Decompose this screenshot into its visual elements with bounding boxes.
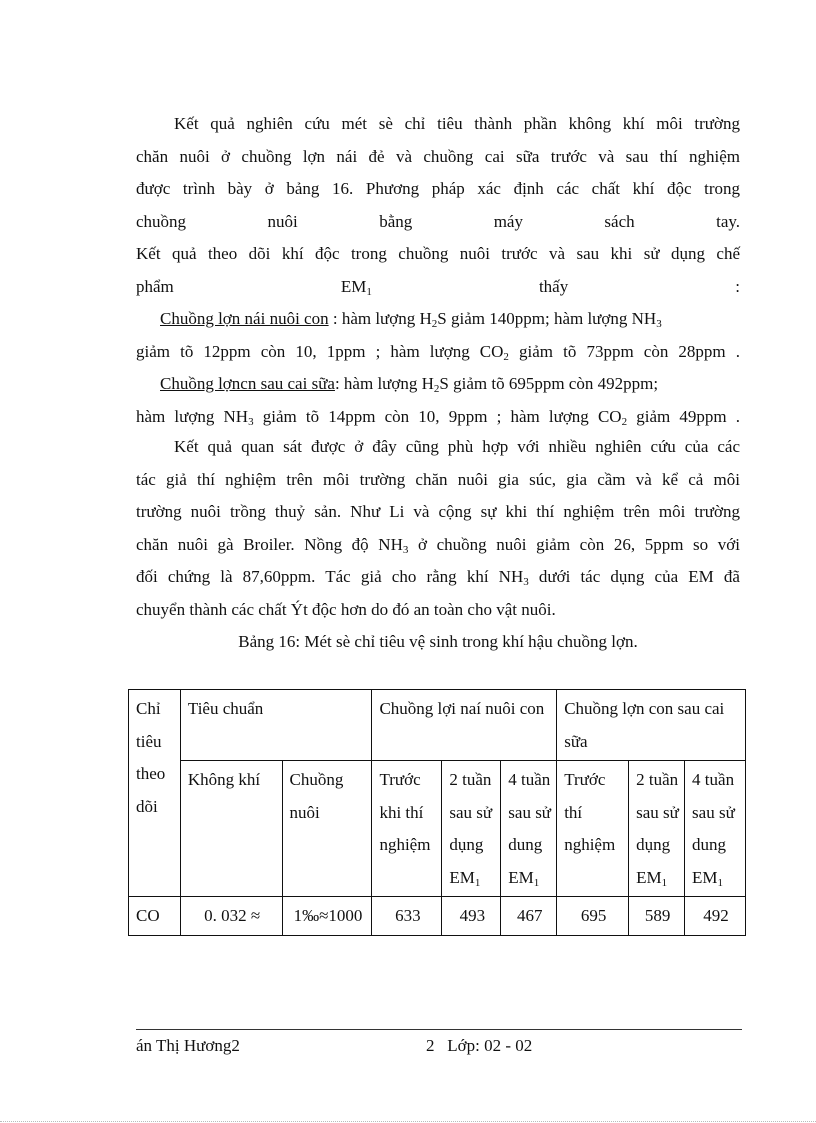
subheader-2-weeks: 2 tuần sau sử dụng $EM_1$ bbox=[629, 761, 685, 897]
cell-indicator: CO bbox=[129, 897, 181, 936]
text-line: tác giả thí nghiệm trên môi trường chăn nuôi gia súc, gia cầm và kể cả môi bbox=[136, 469, 740, 489]
text-line: giảm tõ 12ppm còn 10, 1ppm ; hàm lượng $CO_2$ giảm tõ 73ppm còn 28ppm . bbox=[136, 341, 740, 363]
text-line: chăn nuôi ở chuồng lợn nái đẻ và chuồng cai sữa trước và sau thí nghiệm bbox=[136, 146, 740, 166]
sow-barn-label: Chuồng lợn nái nuôi con bbox=[160, 309, 329, 328]
subheader-4-weeks: 4 tuần sau sử dung $EM_1$ bbox=[685, 761, 746, 897]
text-line: Chuồng lợn nái nuôi con : hàm lượng $H_2S$ giảm 140ppm; hàm lượng $NH_3$ bbox=[160, 309, 662, 330]
cell-value: 467 bbox=[501, 897, 557, 936]
paragraph-sow-barn bbox=[136, 303, 740, 368]
cell-air: 0. 032 ≈ bbox=[180, 897, 282, 936]
cell-barn: 1‰≈1000 bbox=[282, 897, 372, 936]
hygiene-table bbox=[128, 689, 746, 936]
paragraph-intro bbox=[136, 108, 740, 303]
cell-value: 695 bbox=[557, 897, 629, 936]
footer-page-number: 2 bbox=[426, 1036, 435, 1055]
subheader-before: Trước khi thí nghiệm bbox=[372, 761, 442, 897]
weaned-barn-label: Chuồng lợncn sau cai sữa bbox=[160, 374, 335, 393]
text-line: chăn nuôi gà Broiler. Nồng độ $NH_3$ ở chuồng nuôi giảm còn 26, 5ppm so với bbox=[136, 534, 740, 556]
subheader-before: Trước thí nghiệm bbox=[557, 761, 629, 897]
text-line: đối chứng là 87,60ppm. Tác giả cho rằng khí $NH_3$ dưới tác dụng của EM đã bbox=[136, 567, 740, 588]
table-caption: Bảng 16: Mét sè chỉ tiêu vệ sinh trong khí hậu chuồng lợn. bbox=[238, 632, 638, 651]
cell-value: 589 bbox=[629, 897, 685, 936]
cell-value: 493 bbox=[442, 897, 501, 936]
text-line: Kết quả theo dõi khí độc trong chuồng nuôi trước và sau khi sử dụng chế bbox=[136, 244, 740, 263]
subheader-barn: Chuồng nuôi bbox=[282, 761, 372, 897]
subheader-air: Không khí bbox=[180, 761, 282, 897]
footer-class: Lớp: 02 - 02 bbox=[447, 1036, 533, 1055]
footer-rule bbox=[136, 1029, 742, 1030]
header-indicator: Chỉ tiêu theo dõi bbox=[129, 690, 181, 897]
header-standard: Tiêu chuẩn bbox=[180, 690, 372, 761]
table-row bbox=[129, 897, 746, 936]
cell-value: 492 bbox=[685, 897, 746, 936]
header-weaned-barn: Chuồng lợn con sau cai sữa bbox=[557, 690, 746, 761]
table-subheader-row bbox=[129, 761, 746, 897]
text-line-spread: phẩm $EM_1$ thấy : bbox=[136, 276, 741, 298]
text-line-spread: chuồng nuôi bằng máy sách tay. bbox=[136, 211, 741, 231]
cell-value: 633 bbox=[372, 897, 442, 936]
table-header-row bbox=[129, 690, 746, 761]
page-edge bbox=[0, 1121, 816, 1122]
paragraph-discussion bbox=[136, 431, 740, 626]
text-line: chuyển thành các chất Ýt độc hơn do đó an toàn cho vật nuôi. bbox=[136, 599, 556, 619]
text-line: trường nuôi trồng thuỷ sản. Như Li và cộng sự khi thí nghiệm trên môi trường bbox=[136, 502, 740, 521]
text-line: Chuồng lợncn sau cai sữa: hàm lượng $H_2S$ giảm tõ 695ppm còn 492ppm; bbox=[160, 374, 659, 395]
footer-page-class bbox=[426, 1032, 532, 1060]
text-line: hàm lượng $NH_3$ giảm tõ 14ppm còn 10, 9ppm ; hàm lượng $CO_2$ giảm 49ppm . bbox=[136, 406, 740, 428]
text-line: Kết quả quan sát được ở đây cũng phù hợp với nhiều nghiên cứu của các bbox=[174, 437, 740, 456]
footer-author: án Thị Hương2 bbox=[136, 1036, 240, 1055]
text-line: Kết quả nghiên cứu mét sè chỉ tiêu thành phần không khí môi trường bbox=[174, 114, 740, 133]
subheader-2-weeks: 2 tuần sau sử dụng $EM_1$ bbox=[442, 761, 501, 897]
header-sow-barn: Chuồng lợi naí nuôi con bbox=[372, 690, 557, 761]
subheader-4-weeks: 4 tuần sau sử dung $EM_1$ bbox=[501, 761, 557, 897]
text-line: được trình bày ở bảng 16. Phương pháp xác định các chất khí độc trong bbox=[136, 179, 740, 198]
paragraph-weaned-barn bbox=[136, 368, 740, 433]
